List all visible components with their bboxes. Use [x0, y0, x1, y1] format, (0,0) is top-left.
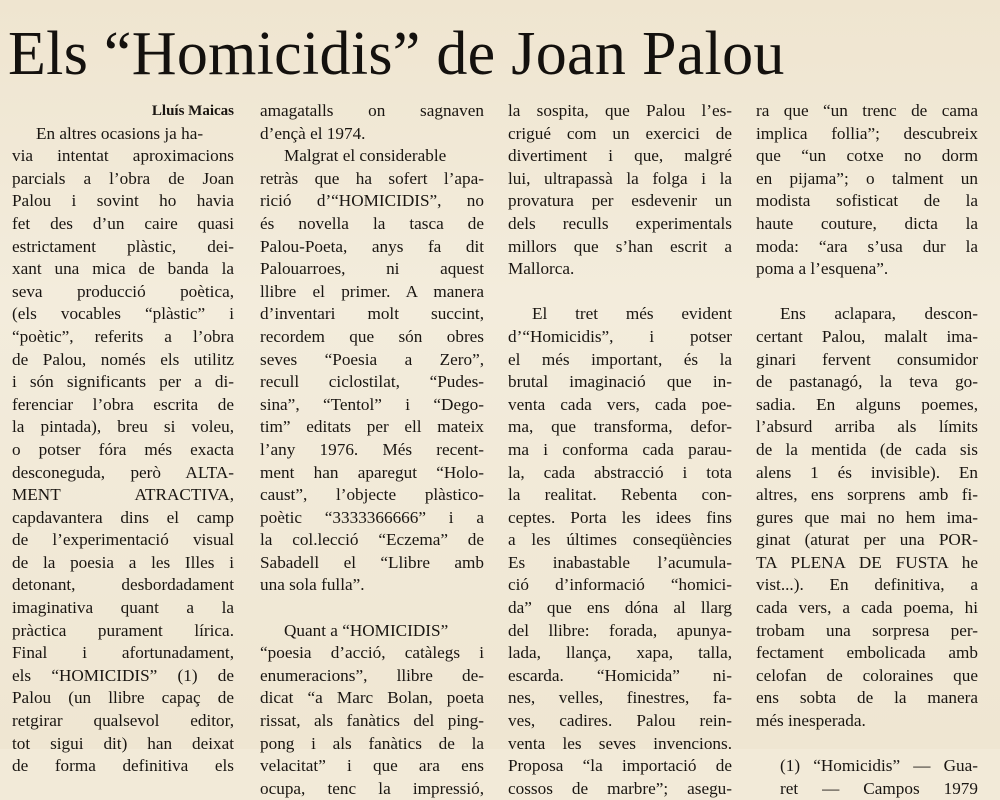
text-line: la pintada), breu si voleu,: [12, 417, 234, 437]
text-line: d’inventari molt succint,: [260, 304, 484, 324]
text-line: ra que “un trenc de cama: [756, 101, 978, 120]
text-line: venta cada vers, cada poe-: [508, 394, 732, 414]
byline: Lluís Maicas: [151, 103, 234, 119]
text-line: desconeguda, però ALTA-: [12, 462, 234, 482]
text-line: Proposa “la importació de: [508, 756, 732, 776]
text-line: implica follia”; descubreix: [756, 123, 978, 143]
text-line: poma a l’esquena”.: [756, 259, 889, 279]
text-line: modista sofisticat de la: [756, 191, 978, 211]
text-line: ma i conforma cada parau-: [508, 439, 732, 459]
paragraph-gap: [508, 281, 732, 304]
paragraph-gap: [756, 281, 978, 304]
text-line: del llibre: forada, apunya-: [508, 620, 732, 640]
text-line: gures que mai no hem ima-: [756, 507, 978, 527]
text-line: alens 1 és invisible). En: [756, 462, 978, 482]
text-line: de la poesia a les Illes i: [12, 552, 234, 572]
text-line: de l’experimentació visual: [12, 530, 234, 550]
paragraph-gap: [756, 733, 978, 756]
article-column-2: [260, 100, 484, 800]
text-line: enumeracions”, llibre de-: [260, 665, 484, 685]
text-line: venta les seves invencions.: [508, 733, 732, 753]
text-line: Palou i sovint ho havia: [12, 191, 234, 211]
text-line: tim” editats per ell mateix: [260, 417, 484, 437]
text-line: lada, llança, xapa, talla,: [508, 643, 732, 663]
text-line: moda: “ara s’usa dur la: [756, 236, 978, 256]
text-line: vist...). En definitiva, a: [756, 575, 978, 595]
text-line: fectament embolicada amb: [756, 643, 978, 663]
text-line: dels reculls experimentals: [508, 213, 732, 233]
text-line: la sospita, que Palou l’es-: [508, 101, 732, 120]
text-line: via intentat aproximacions: [12, 146, 234, 166]
text-line: ocupa, tenc la impressió,: [260, 778, 484, 798]
text-line: ció d’informació “homici-: [508, 575, 732, 595]
text-line: rissat, als fanàtics del ping-: [260, 711, 484, 731]
text-line: en pijama”; o talment un: [756, 168, 978, 188]
text-line: fet des d’un caire quasi: [12, 213, 234, 233]
text-line: cossos de marbre”; asegu-: [508, 778, 732, 798]
text-line: els “HOMICIDIS” (1) de: [12, 665, 234, 685]
text-line: crigué com un exercici de: [508, 123, 732, 143]
text-line: sina”, “Tentol” i “Dego-: [260, 394, 484, 414]
text-line: trobam una sorpresa per-: [756, 620, 978, 640]
text-line: ment han aparegut “Holo-: [260, 462, 484, 482]
text-line: dicat “a Marc Bolan, poeta: [260, 688, 484, 708]
text-line: llibre el primer. A manera: [260, 281, 484, 301]
text-line: de pastanagó, la teva go-: [756, 372, 978, 392]
text-line: recull ciclostilat, “Pudes-: [260, 372, 484, 392]
paragraph-gap: [260, 597, 484, 620]
text-line: caust”, l’objecte plàstico-: [260, 485, 484, 505]
text-line: nes, velles, finestres, fa-: [508, 688, 732, 708]
text-line: Es inabastable l’acumula-: [508, 552, 732, 572]
text-line: brutal imaginació que in-: [508, 372, 732, 392]
text-line: de Palou, només els utilitz: [12, 349, 234, 369]
text-line: En altres ocasions ja ha-: [36, 123, 204, 143]
text-line: retràs que ha sofert l’apa-: [260, 168, 484, 188]
text-line: ret — Campos 1979: [780, 778, 978, 798]
article-column-3: [508, 100, 732, 800]
text-line: cada vers, a cada poema, hi: [756, 598, 978, 618]
text-line: Malgrat el considerable: [284, 146, 447, 166]
text-line: Palou (un llibre capaç de: [12, 688, 234, 708]
text-line: sadia. En alguns poemes,: [756, 394, 978, 414]
text-line: celofan de coloraines que: [756, 665, 978, 685]
text-line: la realitat. Rebenta con-: [508, 485, 732, 505]
text-line: seva producció poètica,: [12, 281, 234, 301]
text-line: (els vocables “plàstic” i: [12, 304, 234, 324]
text-line: estrictament plàstic, dei-: [12, 236, 234, 256]
text-line: Final i afortunadament,: [12, 643, 234, 663]
text-line: d’ençà el 1974.: [260, 123, 366, 143]
text-line: Palou-Poeta, anys fa dit: [260, 236, 484, 256]
text-line: i són significants per a di-: [12, 372, 234, 392]
text-line: TA PLENA DE FUSTA he: [756, 552, 978, 572]
text-line: de la mentida (de cada sis: [756, 439, 978, 459]
text-line: xant una mica de banda la: [12, 259, 234, 279]
text-line: ceptes. Porta les idees fins: [508, 507, 732, 527]
text-line: la col.lecció “Eczema” de: [260, 530, 484, 550]
text-line: ginat (aturat per una POR-: [756, 530, 978, 550]
text-line: (1) “Homicidis” — Gua-: [780, 756, 978, 776]
text-line: ma, que transforma, defor-: [508, 417, 732, 437]
article-column-1: [12, 100, 234, 778]
article-headline: Els “Homicidis” de Joan Palou: [8, 20, 785, 88]
text-line: poètic “3333366666” i a: [260, 507, 484, 527]
text-line: el més important, és la: [508, 349, 732, 369]
text-line: Sabadell el “Llibre amb: [260, 552, 484, 572]
text-line: certant Palou, malalt ima-: [756, 326, 978, 346]
text-line: pràctica purament lírica.: [12, 620, 234, 640]
text-line: més inesperada.: [756, 711, 866, 731]
text-line: d’“Homicidis”, i potser: [508, 326, 732, 346]
text-line: detonant, desbordadament: [12, 575, 234, 595]
text-line: MENT ATRACTIVA,: [12, 485, 234, 505]
text-line: Quant a “HOMICIDIS”: [284, 620, 449, 640]
text-line: l’absurd arriba als límits: [756, 417, 978, 437]
text-line: rició d’“HOMICIDIS”, no: [260, 191, 484, 211]
text-line: capdavantera dins el camp: [12, 507, 234, 527]
text-line: la, cada abstracció i tota: [508, 462, 732, 482]
text-line: velacitat” i que ara ens: [260, 756, 484, 776]
text-line: és novella la tasca de: [260, 213, 484, 233]
text-line: lui, ultrapassà la folga i la: [508, 168, 732, 188]
text-line: seves “Poesia a Zero”,: [260, 349, 484, 369]
text-line: millors que s’han escrit a: [508, 236, 732, 256]
text-line: Ens aclapara, descon-: [780, 304, 978, 324]
text-line: a les últimes conseqüències: [508, 530, 732, 550]
text-line: retgirar qualsevol editor,: [12, 711, 234, 731]
text-line: altres, ens sorprens amb fi-: [756, 485, 978, 505]
text-line: l’any 1976. Més recent-: [260, 439, 484, 459]
text-line: ginari fervent consumidor: [756, 349, 978, 369]
article-column-4: [756, 100, 978, 800]
text-line: “poètic”, referits a l’obra: [12, 326, 234, 346]
text-line: escarda. “Homicida” ni-: [508, 665, 732, 685]
text-line: ens sobta de la manera: [756, 688, 978, 708]
text-line: Palouarroes, ni aquest: [260, 259, 484, 279]
text-line: provatura per esdevenir un: [508, 191, 732, 211]
text-line: tot sigui dit) han deixat: [12, 733, 234, 753]
text-line: haute couture, dicta la: [756, 213, 978, 233]
text-line: de forma definitiva els: [12, 756, 234, 776]
text-line: o potser fóra més exacta: [12, 439, 234, 459]
text-line: da” que ens dóna al llarg: [508, 598, 732, 618]
text-line: divertiment i que, malgré: [508, 146, 732, 166]
text-line: que “un cotxe no dorm: [756, 146, 978, 166]
text-line: parcials a l’obra de Joan: [12, 168, 234, 188]
text-line: una sola fulla”.: [260, 575, 365, 595]
text-line: “poesia d’acció, catàlegs i: [260, 643, 484, 663]
text-line: ves, cadires. Palou rein-: [508, 711, 732, 731]
text-line: imaginativa quant a la: [12, 598, 234, 618]
text-line: El tret més evident: [532, 304, 732, 324]
text-line: pong i als fanàtics de la: [260, 733, 484, 753]
text-line: amagatalls on sagnaven: [260, 101, 484, 120]
text-line: ferenciar l’obra escrita de: [12, 394, 234, 414]
text-line: recordem que són obres: [260, 326, 484, 346]
text-line: Mallorca.: [508, 259, 575, 279]
